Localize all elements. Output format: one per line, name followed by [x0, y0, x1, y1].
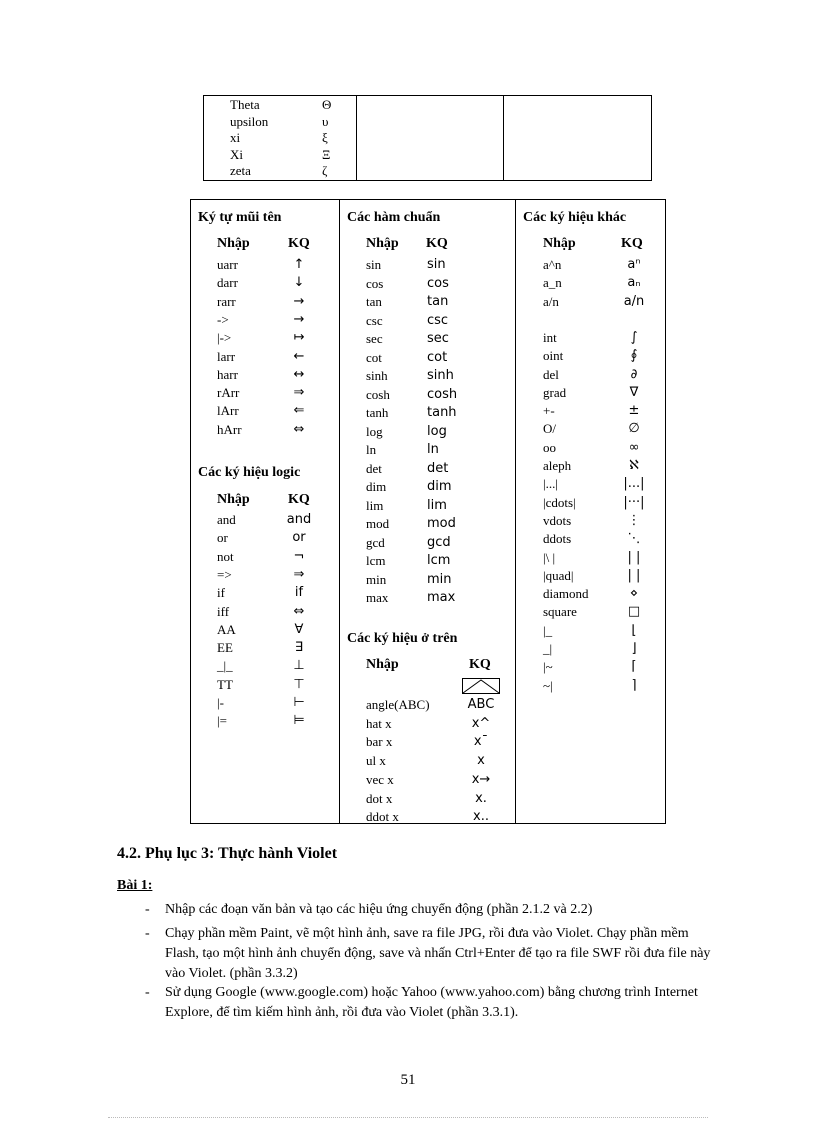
others-output-cell: ⌈	[631, 659, 637, 675]
others-input-cell: ~|	[543, 677, 553, 693]
exercise-item-3: Sử dụng Google (www.google.com) hoặc Yahoo (www.yahoo.com) bằng chương trình Internet Explore, để tìm kiếm hình ảnh, rồi đưa vào Violet (phần 3.3.1).	[165, 985, 698, 1020]
greek-name: zeta	[230, 163, 251, 179]
functions-input-cell: sinh	[366, 368, 388, 383]
greek-name: xi	[230, 130, 241, 146]
others-input-cell: diamond	[543, 586, 589, 602]
functions-title: Các hàm chuẩn	[347, 210, 441, 225]
others-output-cell: ⌉	[631, 677, 637, 693]
others-input-cell: _|	[543, 641, 553, 656]
logic-output-cell: if	[294, 585, 304, 601]
others-input-cell: a_n	[543, 275, 562, 291]
logic-output-cell: ⊤	[293, 676, 305, 692]
functions-input-cell: max	[366, 590, 389, 605]
others-output-cell: ∫	[630, 329, 638, 345]
logic-col-output: KQ	[288, 492, 310, 507]
functions-output-cell: lcm	[427, 553, 451, 568]
others-col-input: Nhập	[543, 236, 576, 251]
functions-output-cell: sin	[427, 257, 446, 272]
functions-output-cell: ln	[427, 442, 439, 457]
functions-input-cell: min	[366, 571, 387, 587]
functions-input-cell: tan	[366, 294, 382, 309]
functions-input-cell: det	[366, 460, 382, 476]
arrows-output-cell: ↑	[293, 257, 305, 272]
angle-box-icon	[462, 678, 500, 694]
functions-output-cell: mod	[427, 516, 456, 531]
arrows-output-cell: ↓	[293, 275, 305, 291]
others-output-cell: ⌋	[631, 641, 637, 656]
over-output-cell: x	[477, 753, 485, 769]
arrows-title: Ký tự mũi tên	[198, 210, 282, 225]
others-output-cell: ±	[628, 403, 640, 419]
logic-output-cell: ¬	[293, 548, 305, 564]
functions-input-cell: cot	[366, 349, 382, 365]
arrows-input-cell: larr	[217, 348, 236, 364]
others-input-cell: oint	[543, 348, 564, 364]
functions-output-cell: det	[427, 460, 449, 476]
arrows-input-cell: hArr	[217, 421, 242, 437]
others-output-cell: ⋱	[627, 531, 641, 547]
functions-output-cell: min	[427, 571, 452, 587]
over-output-cell: x^	[471, 715, 491, 731]
logic-input-cell: AA	[217, 621, 236, 637]
exercise-title: Bài 1:	[117, 878, 153, 893]
others-output-cell: ∅	[628, 421, 640, 437]
others-output-cell: □	[627, 604, 641, 620]
greek-symbol: ζ	[322, 163, 328, 179]
greek-symbol: Θ	[322, 97, 332, 112]
others-output-cell: ∂	[630, 366, 638, 382]
functions-input-cell: mod	[366, 516, 390, 531]
over-input-cell: ul x	[366, 753, 386, 769]
others-input-cell: a^n	[543, 257, 562, 272]
arrows-output-cell: ↦	[293, 330, 305, 346]
functions-input-cell: cosh	[366, 386, 390, 402]
over-title: Các ký hiệu ở trên	[347, 631, 458, 646]
arrows-col-input: Nhập	[217, 236, 250, 251]
others-output-cell: aₙ	[627, 275, 641, 291]
arrows-input-cell: rArr	[217, 385, 240, 401]
others-input-cell: a/n	[543, 293, 559, 309]
functions-col-output: KQ	[426, 236, 448, 251]
greek-symbol: ξ	[322, 130, 328, 146]
functions-input-cell: lim	[366, 497, 384, 513]
others-output-cell: ∇	[629, 384, 639, 400]
functions-input-cell: log	[366, 423, 383, 439]
others-input-cell: int	[543, 329, 557, 345]
functions-output-cell: sec	[427, 331, 449, 346]
over-input-cell: dot x	[366, 790, 393, 806]
others-input-cell: ddots	[543, 531, 572, 547]
logic-input-cell: EE	[217, 640, 233, 656]
over-col-input: Nhập	[366, 657, 399, 672]
functions-output-cell: cos	[427, 275, 449, 291]
others-input-cell: |quad|	[543, 567, 574, 583]
functions-input-cell: sin	[366, 257, 382, 272]
greek-name: upsilon	[230, 113, 269, 129]
over-output-cell: x→	[471, 771, 491, 787]
logic-input-cell: or	[217, 530, 228, 546]
over-input-cell: ddot x	[366, 809, 399, 825]
logic-output-cell: and	[286, 512, 312, 527]
others-input-cell: square	[543, 604, 577, 620]
arrows-col-output: KQ	[288, 236, 310, 251]
functions-input-cell: cos	[366, 275, 384, 291]
functions-output-cell: csc	[427, 312, 449, 328]
functions-input-cell: sec	[366, 331, 383, 346]
others-input-cell: oo	[543, 439, 556, 455]
others-output-cell: |...|	[623, 476, 645, 492]
others-output-cell: ⋮	[627, 512, 641, 528]
table-divider	[515, 200, 516, 823]
others-input-cell: aleph	[543, 458, 572, 473]
logic-output-cell: ⇒	[293, 566, 305, 582]
arrows-input-cell: darr	[217, 275, 238, 291]
arrows-input-cell: lArr	[217, 403, 239, 419]
others-output-cell: ⌊	[631, 622, 637, 638]
functions-output-cell: tanh	[427, 405, 457, 420]
greek-name: Xi	[230, 146, 243, 162]
others-output-cell: a/n	[623, 293, 645, 309]
over-output-cell: x¯	[473, 734, 489, 750]
greek-table	[203, 95, 652, 181]
exercise-item-1: Nhập các đoạn văn bản và tạo các hiệu ứng chuyển động (phần 2.1.2 và 2.2)	[165, 902, 593, 917]
logic-input-cell: |-	[217, 695, 224, 710]
others-output-cell: | |	[627, 549, 641, 565]
table-divider	[503, 96, 504, 180]
others-input-cell: |cdots|	[543, 494, 576, 510]
functions-output-cell: lim	[427, 497, 447, 513]
over-input-cell: hat x	[366, 715, 392, 731]
others-input-cell: del	[543, 366, 559, 382]
logic-input-cell: not	[217, 548, 234, 564]
others-output-cell: | |	[627, 567, 641, 583]
functions-input-cell: lcm	[366, 553, 386, 568]
logic-output-cell: ⊥	[293, 658, 305, 674]
others-input-cell: |...|	[543, 476, 558, 492]
over-input-cell: vec x	[366, 771, 394, 787]
arrows-input-cell: rarr	[217, 293, 236, 309]
arrows-output-cell: ⇐	[293, 403, 305, 419]
greek-name: Theta	[230, 97, 260, 112]
functions-output-cell: sinh	[427, 368, 454, 383]
logic-col-input: Nhập	[217, 492, 250, 507]
functions-output-cell: dim	[427, 479, 452, 494]
table-divider	[339, 200, 340, 823]
functions-input-cell: gcd	[366, 534, 385, 550]
others-title: Các ký hiệu khác	[523, 210, 627, 225]
over-output-cell: ABC	[467, 697, 495, 712]
arrows-output-cell: →	[293, 311, 305, 327]
others-input-cell: vdots	[543, 512, 572, 528]
logic-input-cell: if	[217, 585, 225, 601]
logic-output-cell: ⊢	[293, 695, 305, 710]
logic-input-cell: iff	[217, 603, 230, 619]
functions-col-input: Nhập	[366, 236, 399, 251]
over-input-cell: bar x	[366, 734, 393, 750]
others-output-cell: ⋄	[629, 586, 639, 602]
bullet-dash: -	[145, 985, 150, 1000]
table-divider	[356, 96, 357, 180]
others-col-output: KQ	[621, 236, 643, 251]
logic-output-cell: ∀	[294, 621, 304, 637]
logic-output-cell: ⊨	[293, 713, 305, 729]
functions-output-cell: cosh	[427, 386, 458, 402]
arrows-output-cell: ⇔	[293, 421, 305, 437]
others-output-cell: |···|	[623, 494, 645, 510]
greek-symbol: Ξ	[322, 146, 331, 162]
footer-divider	[108, 1117, 708, 1118]
arrows-input-cell: |->	[217, 330, 232, 346]
functions-output-cell: gcd	[427, 534, 451, 550]
others-input-cell: grad	[543, 384, 567, 400]
arrows-output-cell: →	[293, 293, 305, 309]
bullet-dash: -	[145, 926, 150, 941]
others-input-cell: O/	[543, 421, 556, 437]
over-output-cell: x..	[473, 809, 489, 825]
greek-symbol: υ	[322, 113, 329, 129]
logic-input-cell: TT	[217, 676, 233, 692]
logic-input-cell: |=	[217, 713, 227, 729]
logic-title: Các ký hiệu logic	[198, 465, 301, 480]
over-output-cell: x.	[475, 790, 487, 806]
arrows-output-cell: ⇒	[293, 385, 305, 401]
page-number: 51	[400, 1072, 416, 1088]
functions-output-cell: cot	[427, 349, 448, 365]
over-input-cell: angle(ABC)	[366, 697, 430, 712]
over-col-output: KQ	[469, 657, 491, 672]
others-input-cell: |~	[543, 659, 553, 675]
logic-input-cell: and	[217, 512, 236, 527]
others-output-cell: aⁿ	[627, 257, 641, 272]
section-title: 4.2. Phụ lục 3: Thực hành Violet	[117, 845, 338, 862]
exercise-item-2: Chạy phần mềm Paint, vẽ một hình ảnh, save ra file JPG, rồi đưa vào Violet. Chạy phần mềm Flash, tạo một hình ảnh chuyển động, save và nhấn Ctrl+Enter để tạo ra file SWF rồi đưa file này vào Violet. (phần 3.3.2)	[165, 926, 711, 981]
functions-input-cell: tanh	[366, 405, 389, 420]
arrows-input-cell: ->	[217, 311, 229, 327]
others-output-cell: ∞	[628, 439, 640, 455]
logic-input-cell: _|_	[217, 658, 233, 674]
logic-output-cell: ∃	[294, 640, 304, 656]
functions-input-cell: dim	[366, 479, 387, 494]
functions-output-cell: log	[427, 423, 447, 439]
others-output-cell: ∮	[630, 348, 638, 364]
others-output-cell: ℵ	[629, 458, 639, 473]
arrows-input-cell: uarr	[217, 257, 238, 272]
others-input-cell: +-	[543, 403, 555, 419]
others-input-cell: |_	[543, 622, 553, 638]
bullet-dash: -	[145, 902, 150, 917]
arrows-output-cell: ↔	[293, 366, 305, 382]
functions-output-cell: max	[427, 590, 456, 605]
arrows-output-cell: ←	[293, 348, 305, 364]
logic-output-cell: ⇔	[293, 603, 305, 619]
logic-output-cell: or	[292, 530, 306, 546]
logic-input-cell: =>	[217, 566, 232, 582]
functions-input-cell: csc	[366, 312, 383, 328]
arrows-input-cell: harr	[217, 366, 238, 382]
functions-output-cell: tan	[427, 294, 449, 309]
others-input-cell: |\ |	[543, 549, 556, 565]
symbols-table	[190, 199, 666, 824]
functions-input-cell: ln	[366, 442, 377, 457]
